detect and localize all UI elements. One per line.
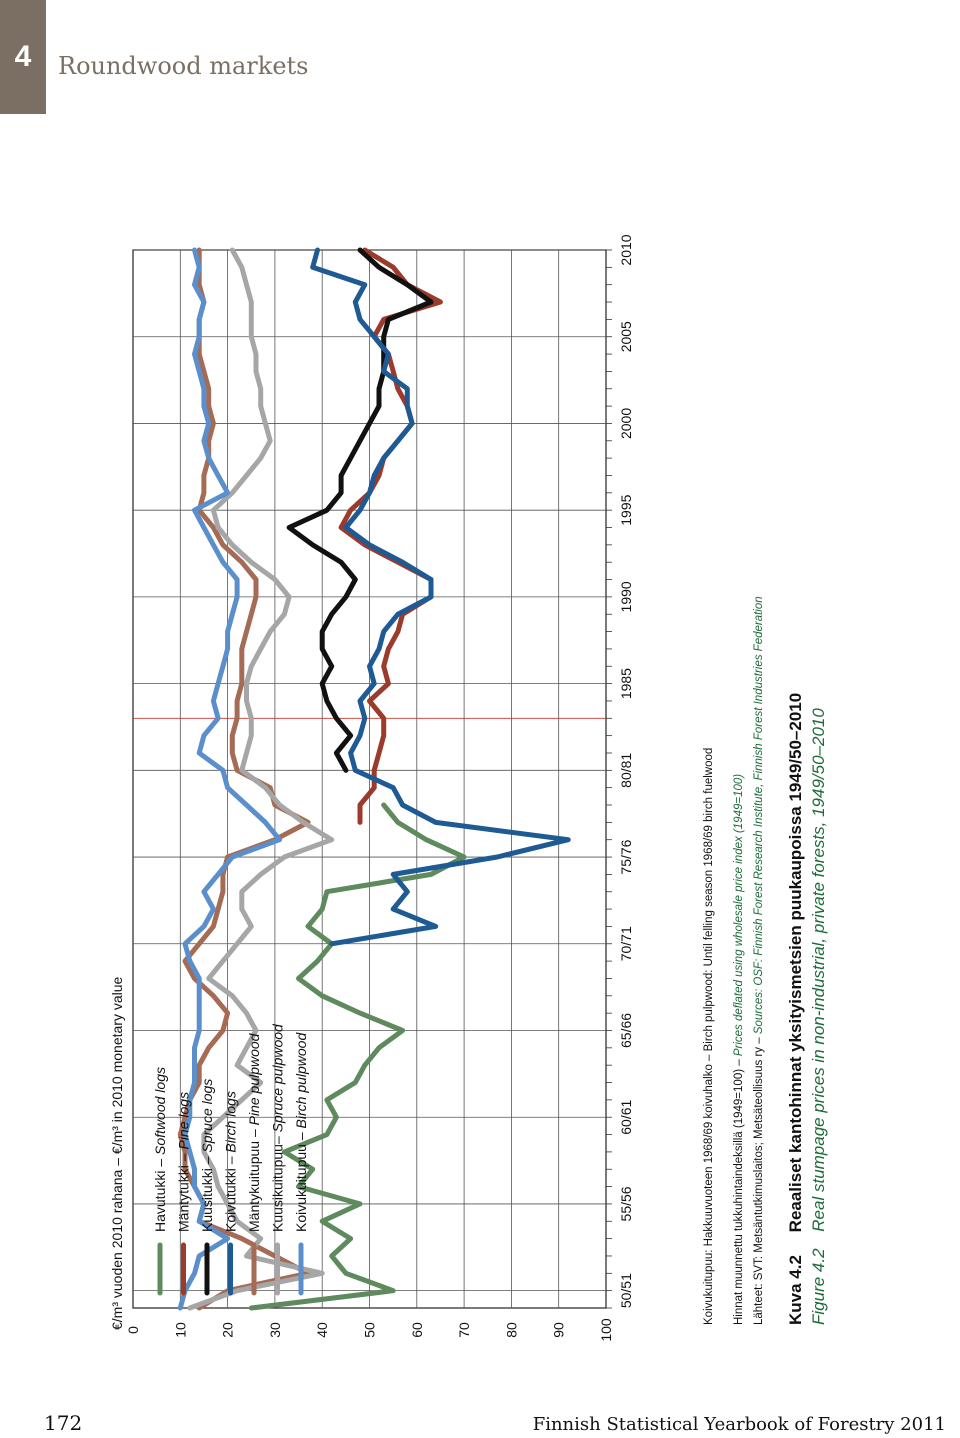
year-tick-label: 55/56: [618, 1186, 634, 1222]
year-tick-label: 2005: [618, 321, 634, 353]
chapter-number-tab: 4: [0, 0, 46, 114]
value-tick-label: 40: [314, 1322, 331, 1338]
legend-label-fi: Koivukuitupuu –: [293, 1128, 309, 1232]
value-tick-label: 60: [408, 1322, 425, 1338]
year-tick-label: 60/61: [618, 1099, 634, 1135]
legend-label-en: Pine logs: [175, 1091, 192, 1150]
legend-label-fi: Havutukki –: [152, 1154, 168, 1232]
deflation-note-fi: Hinnat muunnettu tukkuhintaindeksillä (1949=100) –: [733, 1056, 745, 1325]
year-tick-label: 1985: [618, 668, 634, 700]
deflation-note-en: Prices deflated using wholesale price index (1949=100): [733, 773, 745, 1057]
legend-label-6: [270, 1023, 286, 1232]
year-tick-label: 2010: [618, 234, 634, 266]
chapter-title: Roundwood markets: [58, 52, 309, 80]
legend-label-fi: Mäntykuitupuu –: [246, 1125, 262, 1232]
value-tick-label: 30: [266, 1322, 283, 1338]
caption-en: [809, 708, 828, 1325]
year-tick-label: 1990: [618, 581, 634, 613]
legend-label-4: [223, 1091, 239, 1232]
page-number: 172: [44, 1411, 83, 1435]
year-tick-label: 75/76: [618, 839, 634, 875]
value-tick-label: 100: [598, 1318, 614, 1342]
legend-label-en: Softwood logs: [152, 1067, 168, 1155]
legend-label-en: Spruce logs: [199, 1078, 215, 1153]
value-tick-label: 20: [219, 1322, 236, 1338]
legend-label-fi: Kuusitukki –: [199, 1152, 215, 1232]
year-tick-label: 65/66: [618, 1012, 634, 1049]
legend-label-2: [176, 1092, 192, 1232]
legend-label-en: Pine pulpwood: [246, 1033, 262, 1126]
year-tick-label: 70/71: [618, 926, 634, 962]
legend-label-en: Birch pulpwood: [293, 1032, 309, 1129]
legend-label-5: [246, 1032, 262, 1232]
year-tick-label: 2000: [618, 407, 634, 440]
legend-label-en: Birch logs: [222, 1091, 239, 1153]
legend-label-fi: Koivutukki –: [222, 1152, 239, 1232]
legend-label-fi: Kuusikuitupuu–: [269, 1132, 286, 1232]
caption-fi-number: Kuva 4.2: [786, 1255, 805, 1325]
year-tick-label: 80/81: [618, 752, 634, 788]
sources-note-fi: Lähteet: SVT: Metsäntutkimuslaitos; Metsäteollisuus ry –: [753, 1034, 765, 1325]
legend-label-en: Spruce pulpwood: [269, 1024, 286, 1133]
value-tick-label: 90: [550, 1322, 567, 1338]
value-tick-label: 0: [125, 1326, 141, 1334]
value-tick-label: 80: [503, 1322, 520, 1338]
caption-en-number: Figure 4.2: [809, 1248, 828, 1325]
value-tick-label: 10: [172, 1322, 189, 1338]
caption-fi-text: Reaaliset kantohinnat yksityismetsien puukaupoissa 1949/50–2010: [786, 692, 805, 1233]
chart-legend: [152, 1023, 309, 1293]
sources-note: [753, 596, 765, 1325]
year-tick-label: 50/51: [618, 1273, 634, 1309]
deflation-note: [733, 774, 745, 1325]
legend-label-fi: Mäntytukki –: [175, 1149, 192, 1232]
legend-label-7: [293, 1032, 309, 1232]
value-tick-label: 70: [456, 1322, 473, 1338]
sources-note-en: Sources: OSF: Finnish Forest Research Institute, Finnish Forest Industries Federation: [753, 596, 765, 1035]
publication-title: Finnish Statistical Yearbook of Forestry 2011: [532, 1414, 946, 1435]
value-tick-label: 50: [361, 1322, 378, 1338]
y-axis-title: €/m³ vuoden 2010 rahana – €/m³ in 2010 monetary value: [109, 976, 125, 1330]
legend-label-1: [152, 1067, 168, 1232]
figure-caption: [786, 693, 828, 1325]
legend-label-3: [199, 1079, 215, 1232]
caption-en-text: Real stumpage prices in non-industrial, private forests, 1949/50–2010: [809, 708, 828, 1232]
chart-notes: [703, 596, 765, 1325]
birch-pulpwood-note: Koivukuitupuu: Hakkuuvuoteen 1968/69 koivuhalko – Birch pulpwood: Until felling season 1968/69 birch fuelwood: [703, 747, 715, 1325]
year-tick-label: 1995: [618, 494, 634, 526]
caption-fi: [786, 693, 805, 1325]
